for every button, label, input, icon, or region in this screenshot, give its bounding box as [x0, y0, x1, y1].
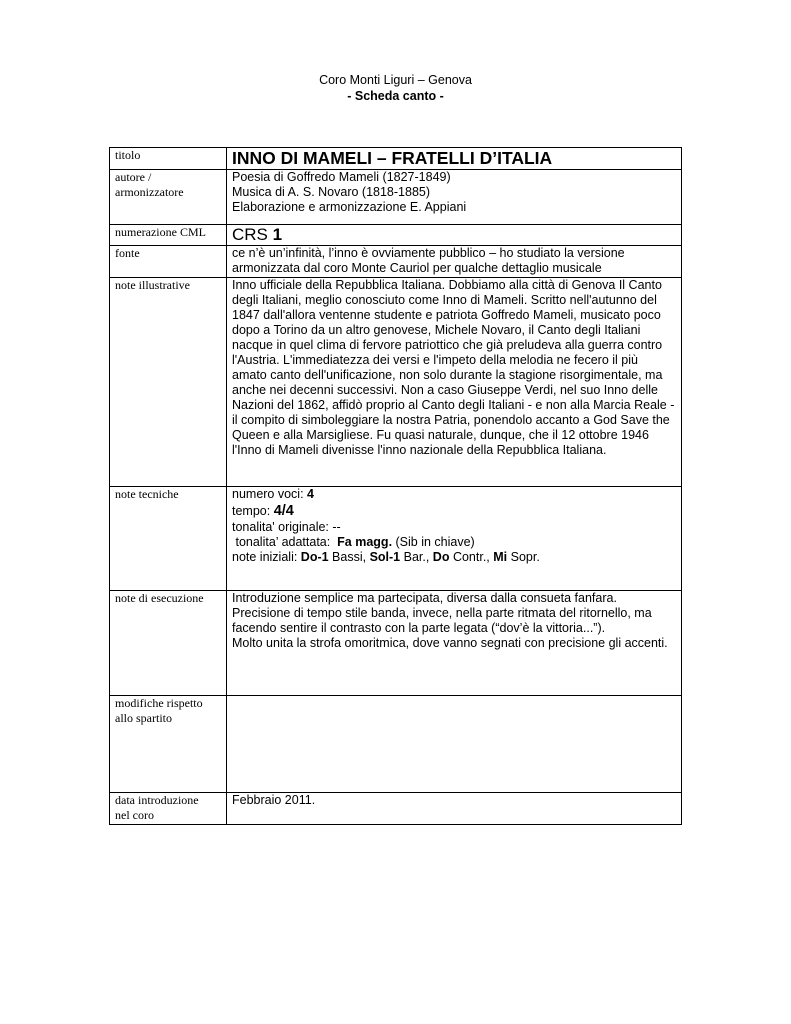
row-titolo: [110, 148, 682, 170]
row-numerazione: [110, 225, 682, 246]
original-key: tonalita' originale: --: [232, 520, 341, 534]
row-modifiche: [110, 696, 682, 793]
row-fonte: [110, 246, 682, 278]
row-note-tecniche: [110, 487, 682, 591]
sheet-subtitle: - Scheda canto -: [347, 89, 444, 103]
song-sheet-table: [109, 147, 682, 825]
value-fonte: ce n’è un’infinità, l’inno è ovviamente pubblico – ho studiato la versione armonizzata dal coro Monte Cauriol per qualche dettaglio musicale: [227, 246, 682, 278]
row-note-illustrative: [110, 278, 682, 487]
starting-notes: note iniziali: Do-1 Bassi, Sol-1 Bar., Do Contr., Mi Sopr.: [232, 550, 540, 564]
label-modifiche: modifiche rispetto allo spartito: [110, 696, 227, 793]
voice-count: numero voci: 4: [232, 487, 314, 501]
adapted-key: tonalita’ adattata: Fa magg. (Sib in chiave): [232, 535, 475, 549]
arrangement-credit: Elaborazione e armonizzazione E. Appiani: [232, 200, 467, 214]
value-data: Febbraio 2011.: [227, 793, 682, 825]
label-note-tecniche: note tecniche: [110, 487, 227, 591]
choir-name: Coro Monti Liguri – Genova: [319, 73, 472, 87]
label-note-esecuzione: note di esecuzione: [110, 591, 227, 696]
row-autore: [110, 170, 682, 225]
catalog-number: CRS 1: [232, 225, 283, 244]
label-autore: autore / armonizzatore: [110, 170, 227, 225]
label-note-illustrative: note illustrative: [110, 278, 227, 487]
label-titolo: titolo: [110, 148, 227, 170]
value-modifiche: [227, 696, 682, 793]
label-data: data introduzione nel coro: [110, 793, 227, 825]
value-note-tecniche: [227, 487, 682, 591]
value-autore: [227, 170, 682, 225]
tempo: tempo: 4/4: [232, 503, 294, 519]
label-numerazione: numerazione CML: [110, 225, 227, 246]
row-data: [110, 793, 682, 825]
label-fonte: fonte: [110, 246, 227, 278]
document-header: [0, 72, 791, 104]
music-credit: Musica di A. S. Novaro (1818-1885): [232, 185, 431, 199]
poetry-credit: Poesia di Goffredo Mameli (1827-1849): [232, 170, 451, 184]
song-title: INNO DI MAMELI – FRATELLI D’ITALIA: [232, 148, 553, 168]
row-note-esecuzione: [110, 591, 682, 696]
value-note-esecuzione: Introduzione semplice ma partecipata, diversa dalla consueta fanfara. Precisione di tempo stile banda, invece, nella parte ritmata del ritornello, ma facendo sentire il contrasto con la parte legata (“dov’è la vittoria...”). Molto unita la strofa omoritmica, dove vanno segnati con precisione gli accenti.: [227, 591, 682, 696]
value-note-illustrative: Inno ufficiale della Repubblica Italiana. Dobbiamo alla città di Genova Il Canto degli Italiani, meglio conosciuto come Inno di Mameli. Scritto nell'autunno del 1847 dall'allora ventenne studente e patriota Goffredo Mameli, musicato poco dopo a Torino da un altro genovese, Michele Novaro, il Canto degli Italiani nacque in quel clima di fervore patriottico che già preludeva alla guerra contro l'Austria. L'immediatezza dei versi e l'impeto della melodia ne fecero il più amato canto dell'unificazione, non solo durante la stagione risorgimentale, ma anche nei decenni successivi. Non a caso Giuseppe Verdi, nel suo Inno delle Nazioni del 1862, affidò proprio al Canto degli Italiani - e non alla Marcia Reale - il compito di simboleggiare la nostra Patria, ponendolo accanto a God Save the Queen e alla Marsigliese. Fu quasi naturale, dunque, che il 12 ottobre 1946 l'Inno di Mameli divenisse l'inno nazionale della Repubblica Italiana.: [227, 278, 682, 487]
